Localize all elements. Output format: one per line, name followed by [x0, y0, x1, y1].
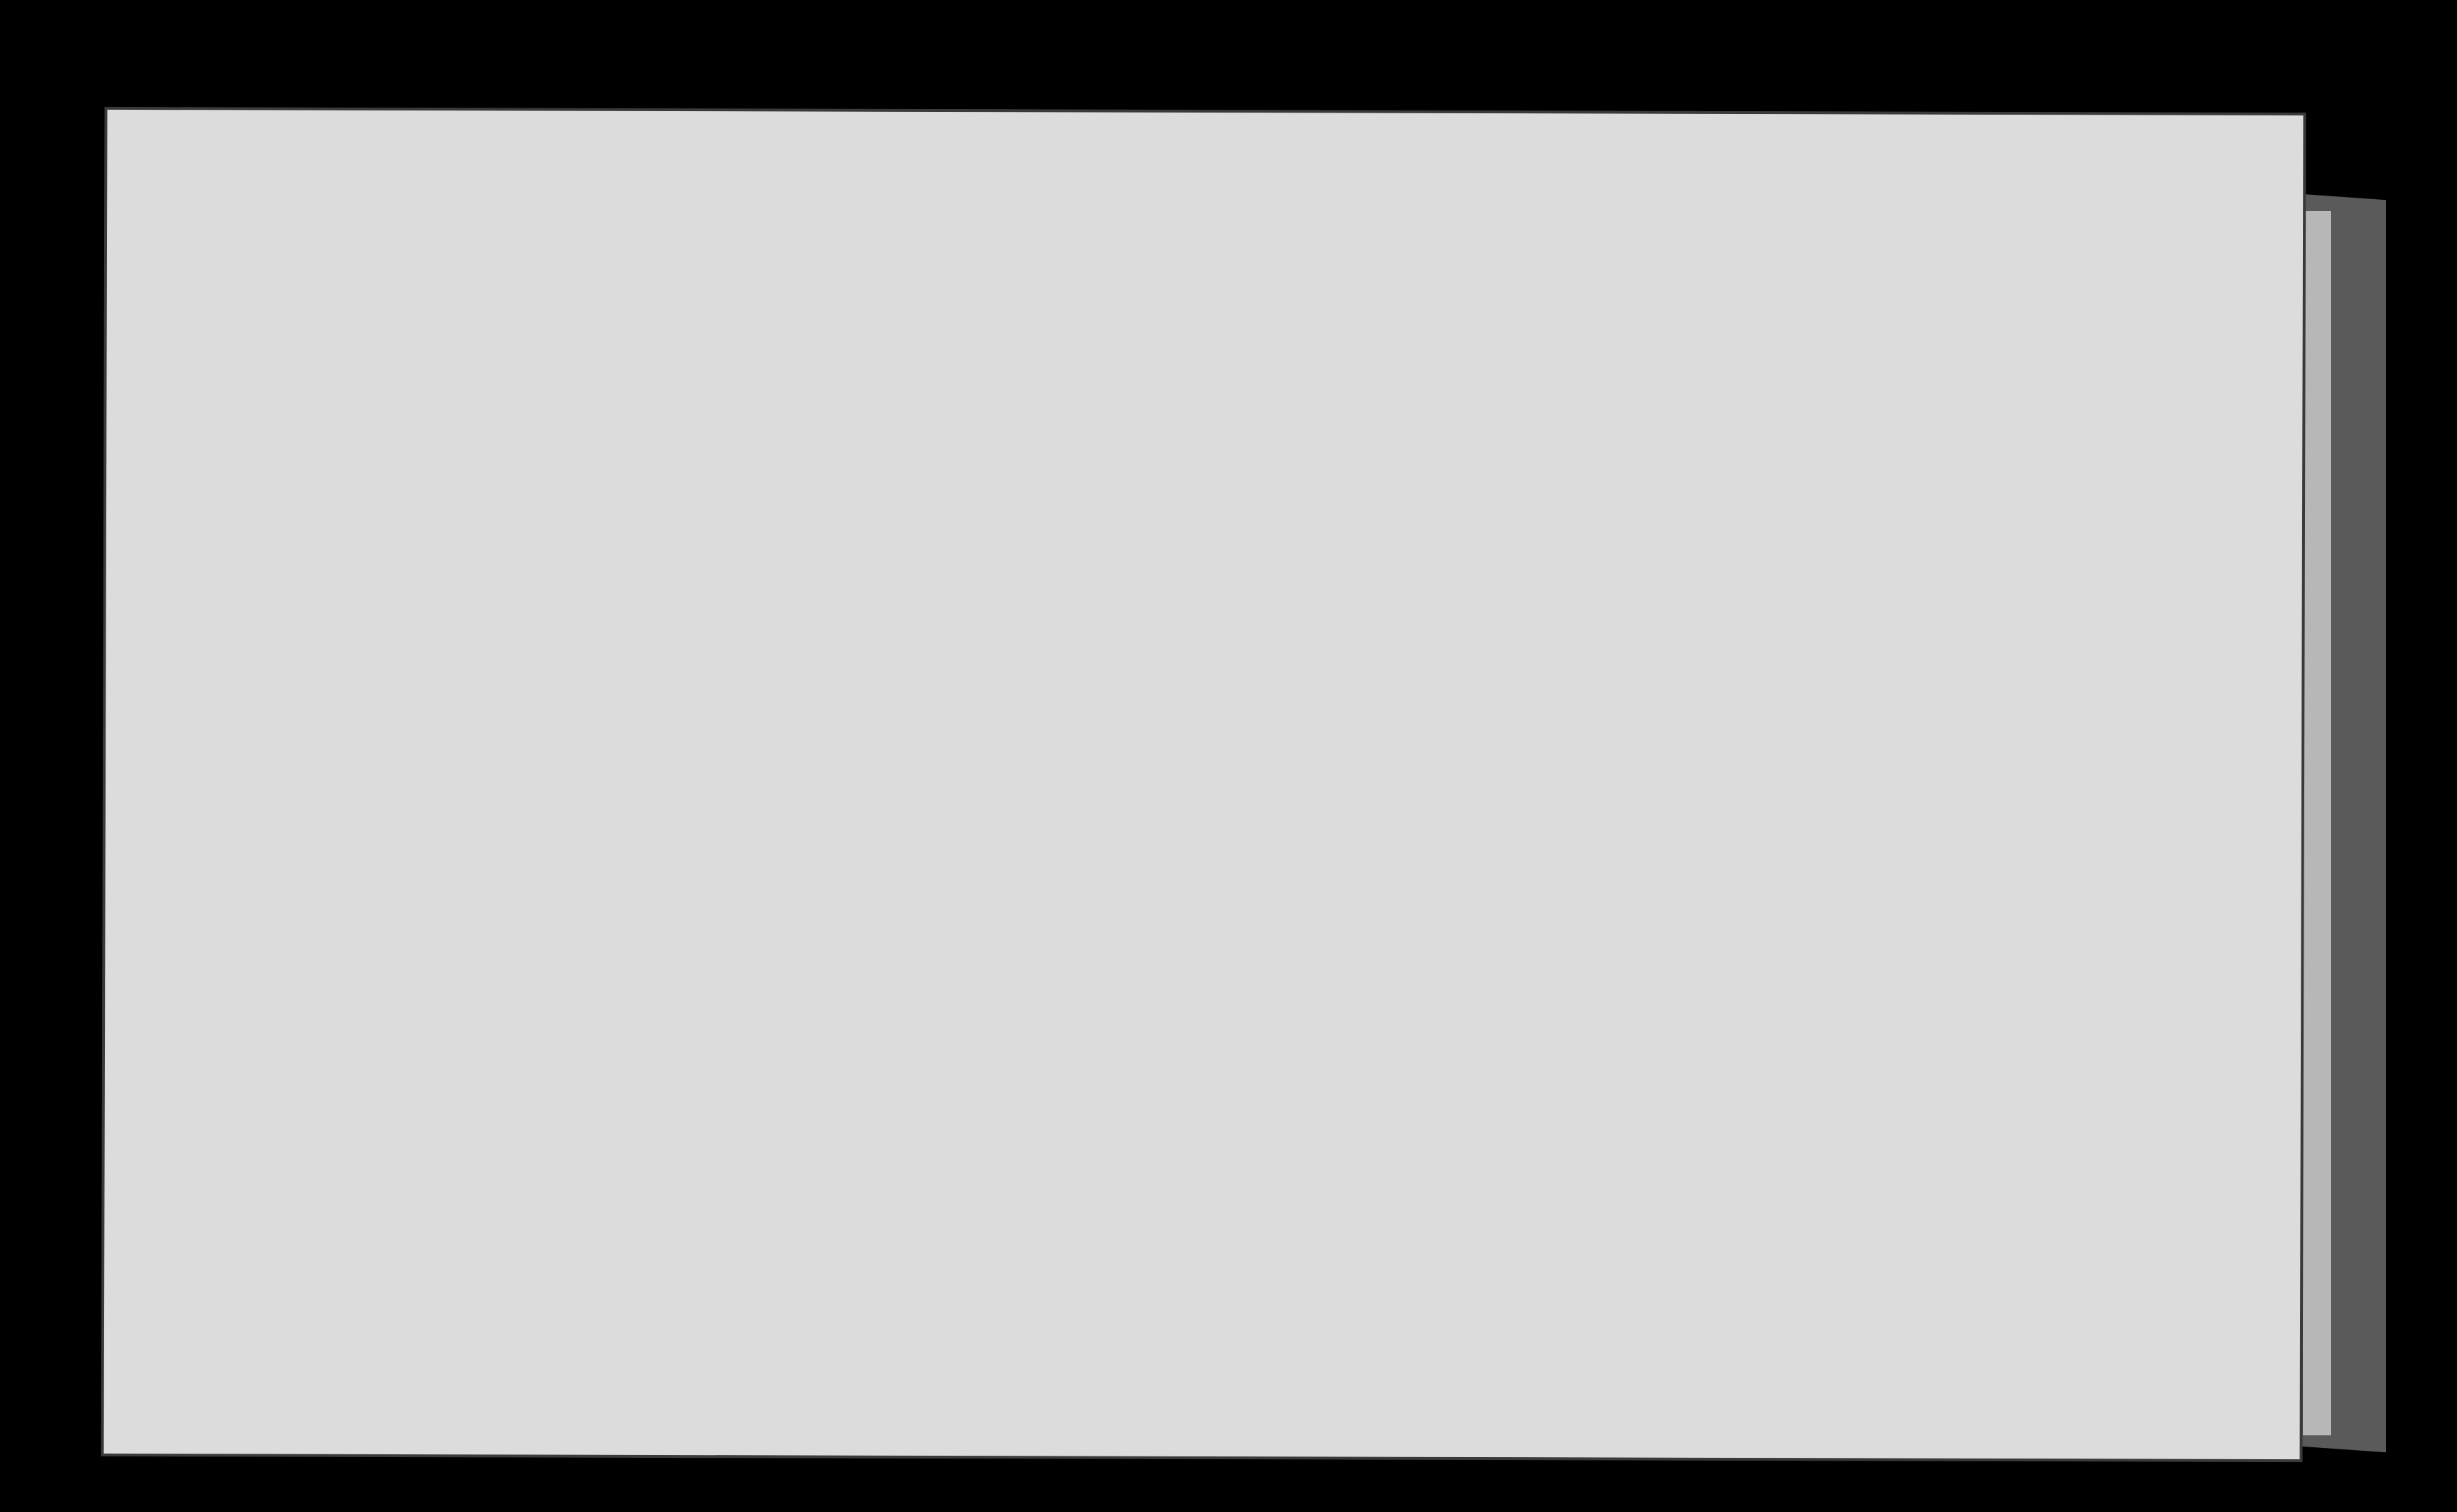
form-sheet — [104, 110, 2304, 1459]
lease-grid — [108, 110, 2304, 115]
workers-block — [108, 110, 2304, 115]
paper-stack-edge-light — [2303, 211, 2331, 1435]
crops-grid — [108, 110, 2304, 115]
population-block — [108, 110, 2304, 115]
